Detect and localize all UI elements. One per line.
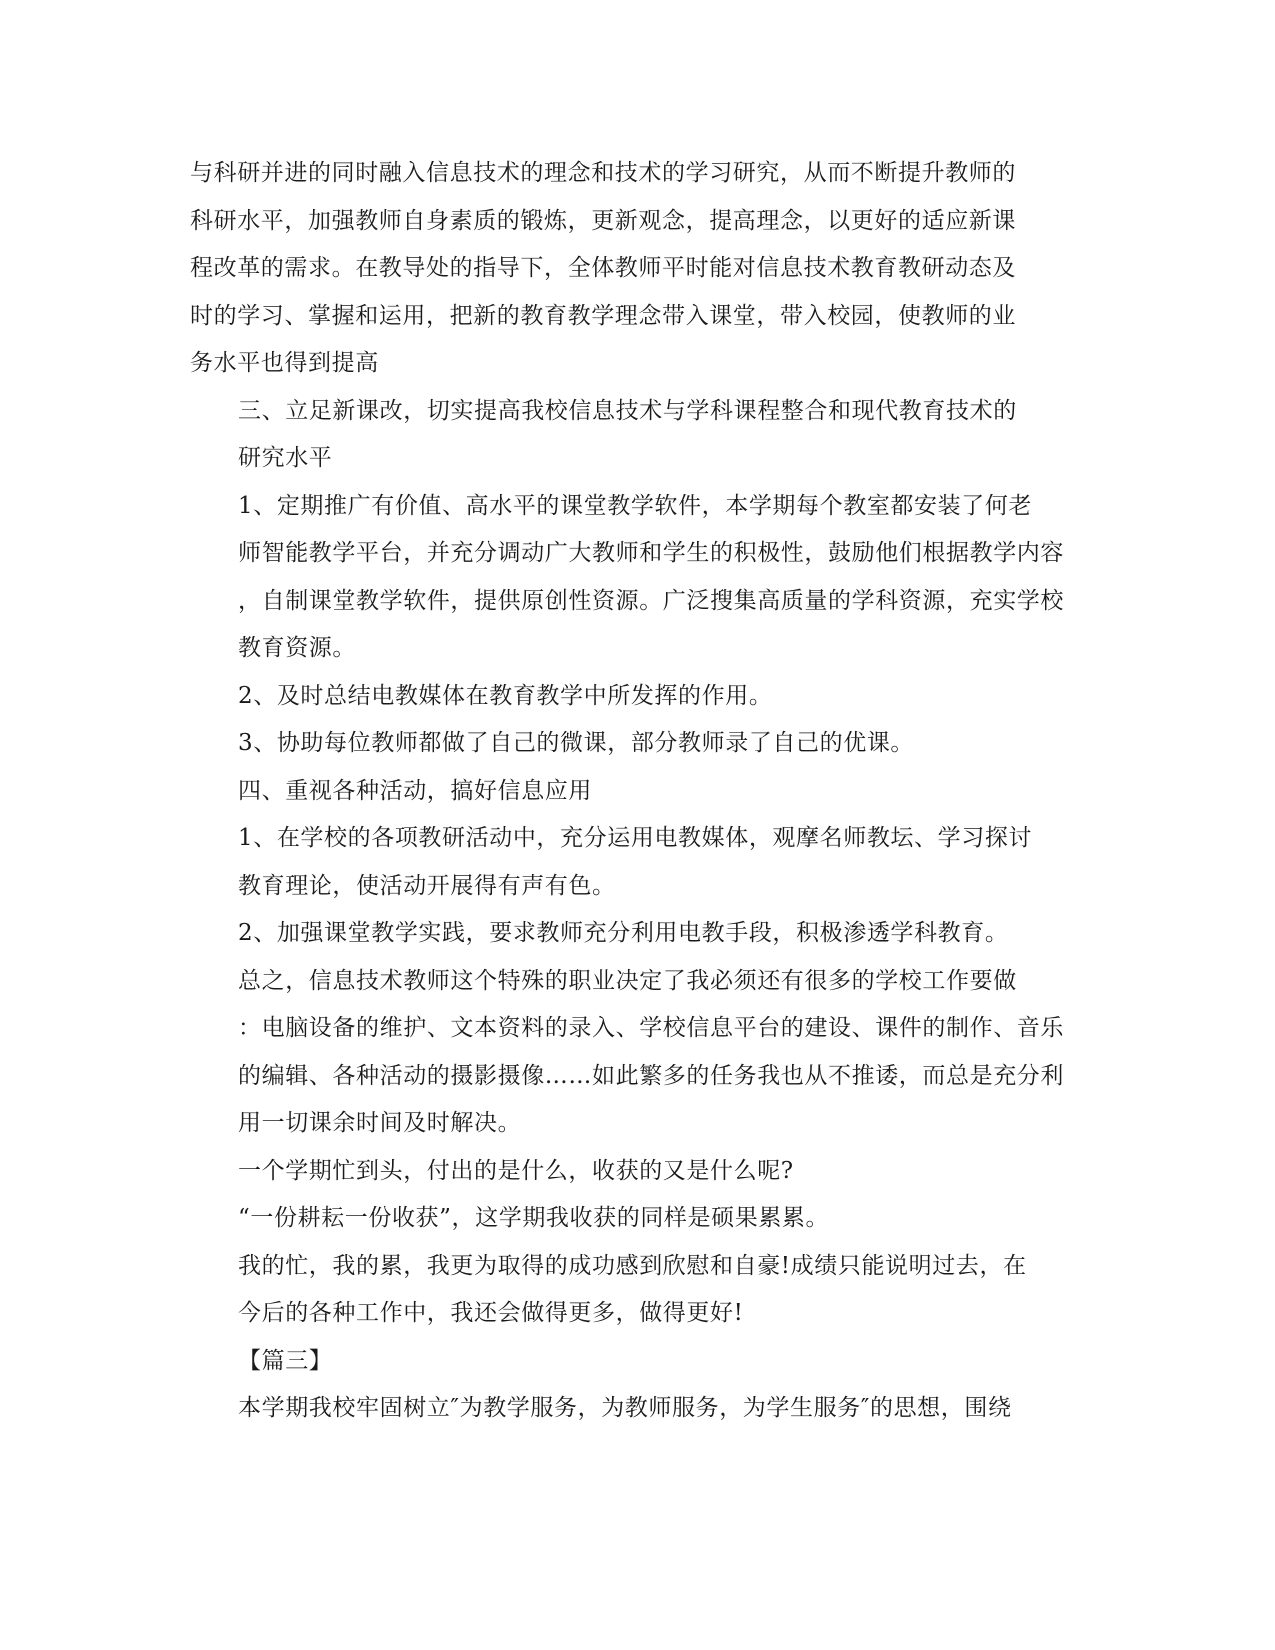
document-body — [190, 150, 1070, 1433]
text-line: 四、重视各种活动，搞好信息应用 — [238, 777, 592, 804]
paragraph — [190, 483, 1070, 673]
paragraph — [190, 1338, 1070, 1386]
text-line: 我的忙，我的累，我更为取得的成功感到欣慰和自豪!成绩只能说明过去，在 — [238, 1252, 1027, 1279]
text-line: 一个学期忙到头，付出的是什么，收获的又是什么呢? — [238, 1157, 794, 1184]
paragraph — [190, 1385, 1070, 1433]
paragraph — [190, 910, 1070, 958]
paragraph — [190, 673, 1070, 721]
text-line: 师智能教学平台，并充分调动广大教师和学生的积极性，鼓励他们根据教学内容 — [238, 540, 1064, 566]
text-line: “一份耕耘一份收获”，这学期我收获的同样是硕果累累。 — [238, 1205, 830, 1231]
paragraph — [190, 1243, 1070, 1338]
text-line: 今后的各种工作中，我还会做得更多，做得更好! — [238, 1300, 744, 1326]
text-line: 教育资源。 — [238, 635, 356, 661]
paragraph — [190, 388, 1070, 483]
text-line: 与科研并进的同时融入信息技术的理念和技术的学习研究，从而不断提升教师的 — [190, 160, 1016, 186]
text-line: 三、立足新课改，切实提高我校信息技术与学科课程整合和现代教育技术的 — [238, 397, 1017, 424]
paragraph — [190, 1195, 1070, 1243]
text-line: 1、在学校的各项教研活动中，充分运用电教媒体，观摩名师教坛、学习探讨 — [238, 825, 1033, 851]
text-line: 务水平也得到提高 — [190, 350, 379, 376]
text-line: ：电脑设备的维护、文本资料的录入、学校信息平台的建设、课件的制作、音乐 — [238, 1015, 1064, 1041]
text-line: 科研水平，加强教师自身素质的锻炼，更新观念，提高理念，以更好的适应新课 — [190, 207, 1016, 234]
text-line: 时的学习、掌握和运用，把新的教育教学理念带入课堂，带入校园，使教师的业 — [190, 302, 1016, 329]
paragraph — [190, 150, 1070, 388]
text-line: 2、及时总结电教媒体在教育教学中所发挥的作用。 — [238, 682, 773, 709]
text-line: 总之，信息技术教师这个特殊的职业决定了我必须还有很多的学校工作要做 — [238, 967, 1017, 994]
paragraph — [190, 1148, 1070, 1196]
text-line: 程改革的需求。在教导处的指导下，全体教师平时能对信息技术教育教研动态及 — [190, 255, 1016, 281]
text-line: 的编辑、各种活动的摄影摄像……如此繁多的任务我也从不推诿，而总是充分利 — [238, 1062, 1064, 1089]
text-line: 教育理论，使活动开展得有声有色。 — [238, 872, 616, 899]
text-line: 用一切课余时间及时解决。 — [238, 1110, 522, 1136]
paragraph — [190, 768, 1070, 816]
paragraph — [190, 720, 1070, 768]
text-line: 研究水平 — [238, 445, 333, 471]
text-line: 1、定期推广有价值、高水平的课堂教学软件，本学期每个教室都安装了何老 — [238, 492, 1033, 519]
text-line: 3、协助每位教师都做了自己的微课，部分教师录了自己的优课。 — [238, 730, 915, 756]
paragraph — [190, 958, 1070, 1148]
text-line: 【篇三】 — [238, 1347, 333, 1374]
text-line: 2、加强课堂教学实践，要求教师充分利用电教手段，积极渗透学科教育。 — [238, 920, 1009, 946]
paragraph — [190, 815, 1070, 910]
text-line: ，自制课堂教学软件，提供原创性资源。广泛搜集高质量的学科资源，充实学校 — [238, 587, 1064, 614]
text-line: 本学期我校牢固树立″为教学服务，为教师服务，为学生服务″的思想，围绕 — [238, 1395, 1012, 1421]
